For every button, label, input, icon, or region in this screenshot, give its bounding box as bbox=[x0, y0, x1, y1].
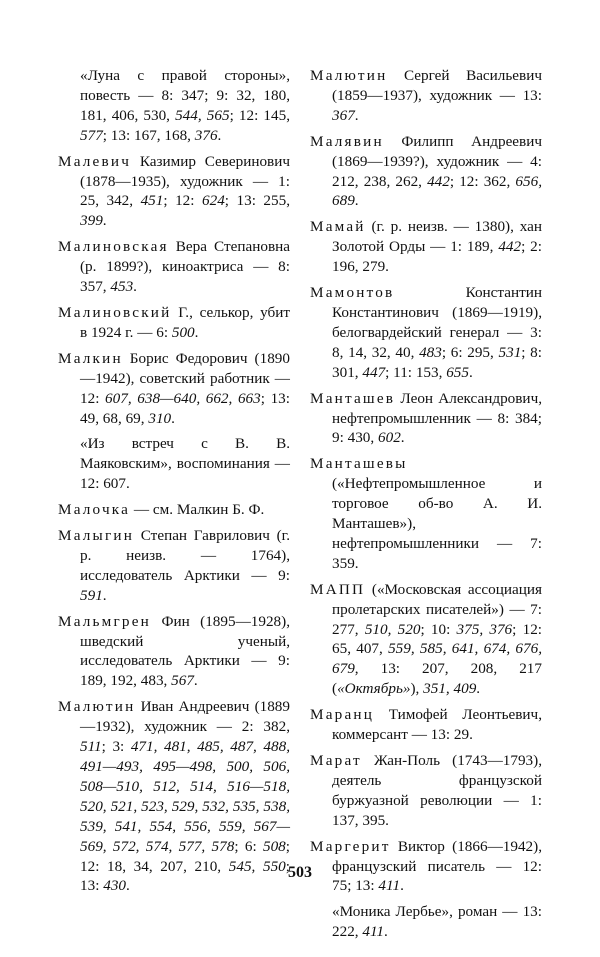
entry-text: ; 13: bbox=[80, 857, 290, 895]
index-entry bbox=[310, 66, 542, 126]
entry-text: Сергей Васильевич (1859—1937), художник — 13: bbox=[332, 67, 542, 104]
entry-text: Жан-Поль (1743—1793), деятель французской буржуазной революции — 1: 137, 395. bbox=[332, 752, 542, 829]
entry-text: Тимофей Леонтьевич, коммерсант — 13: 29. bbox=[332, 706, 542, 744]
entry-text: ; 12: bbox=[163, 192, 202, 210]
index-entry bbox=[310, 283, 542, 383]
entry-heading: МАПП bbox=[310, 580, 366, 598]
index-entry bbox=[310, 580, 542, 699]
index-entry bbox=[58, 303, 290, 343]
entry-text: ; 13: 49, 68, 69, bbox=[80, 389, 290, 427]
entry-heading: Мамонтов bbox=[310, 284, 395, 302]
page-refs-italic: 559, 585, 641, 674, 676, 679 bbox=[332, 640, 542, 678]
index-entry bbox=[310, 389, 542, 449]
entry-heading: Малявин bbox=[310, 132, 384, 150]
entry-text: Константин Константинович (1869—1919), белогвардейский генерал — 3: 8, 14, 32, 40, bbox=[332, 284, 542, 361]
entry-heading: Малиновская bbox=[58, 238, 169, 256]
entry-heading: Мамай bbox=[310, 218, 366, 236]
index-subentry bbox=[58, 434, 290, 494]
page-number: 503 bbox=[288, 864, 312, 881]
right-column bbox=[310, 66, 542, 948]
page-refs-italic: 442 bbox=[498, 238, 522, 256]
entry-text: . bbox=[133, 278, 137, 296]
page-refs-italic: 500 bbox=[171, 323, 195, 341]
page-refs-italic: 453 bbox=[110, 278, 134, 296]
entry-text: ; 12: 18, 34, 207, 210, bbox=[80, 837, 290, 875]
entry-heading: Малиновский bbox=[58, 303, 172, 321]
entry-text: ; 12: 145, bbox=[229, 106, 290, 124]
entry-heading: Малевич bbox=[58, 152, 132, 170]
entry-text: — см. Малкин Б. Ф. bbox=[130, 501, 265, 519]
page-refs-italic: 411 bbox=[378, 877, 401, 895]
entry-text: Казимир Северинович (1878—1935), художник — 1: 25, 342, bbox=[80, 152, 290, 210]
entry-text: Иван Андреевич (1889—1932), художник — 2: 382, bbox=[80, 698, 290, 736]
entry-heading: Манташев bbox=[310, 389, 396, 407]
page-refs-italic: 310 bbox=[148, 409, 172, 427]
index-entry bbox=[310, 132, 542, 212]
page-refs-italic: 351, 409 bbox=[423, 680, 477, 698]
entry-heading: Малютин bbox=[310, 67, 388, 84]
entry-text: ; 2: 196, 279. bbox=[332, 238, 542, 276]
entry-text: , 13: 207, 208, 217 ( bbox=[332, 660, 542, 698]
page-refs-italic: 451 bbox=[140, 192, 164, 210]
entry-text: . bbox=[354, 106, 359, 124]
index-entry bbox=[58, 526, 290, 606]
page-refs-italic: 375, 376 bbox=[456, 620, 513, 638]
page-refs-italic: 544, 565 bbox=[175, 106, 230, 124]
page-refs-italic: 607, 638—640, 662, 663 bbox=[105, 389, 261, 407]
page-refs-italic: «Октябрь» bbox=[337, 680, 411, 698]
index-entry bbox=[58, 152, 290, 232]
index-entry bbox=[310, 217, 542, 277]
entry-text: («Нефтепромышленное и торговое об-во А. И. Манташев»), нефтепромышленники — 7: 359. bbox=[332, 475, 542, 572]
entry-heading: Малкин bbox=[58, 349, 123, 367]
entry-heading: Малочка bbox=[58, 501, 131, 519]
entry-text: Степан Гаврилович (г. р. неизв. — 1764), исследователь Арктики — 9: bbox=[80, 527, 290, 584]
entry-text: ), bbox=[410, 680, 424, 698]
entry-text: Виктор (1866—1942), французский писатель — 12: 75; 13: bbox=[332, 837, 542, 895]
index-entry bbox=[58, 237, 290, 297]
entry-text: «Из встреч с В. В. Маяковским», воспоминания — 12: 607. bbox=[80, 435, 290, 493]
page-refs-italic: 577 bbox=[80, 126, 103, 144]
entry-heading: Мальмгрен bbox=[58, 612, 151, 630]
entry-text: («Московская ассоциация пролетарских писателей») — 7: 277, bbox=[332, 580, 542, 638]
entry-text: . bbox=[102, 586, 107, 604]
page-refs-italic: 430 bbox=[103, 877, 126, 895]
page-refs-italic: 442 bbox=[427, 172, 450, 190]
page-refs-italic: 545, 550 bbox=[228, 857, 286, 875]
entry-text: ; 11: 153, bbox=[385, 363, 447, 381]
entry-heading: Марат bbox=[310, 752, 362, 769]
entry-heading: Маранц bbox=[310, 706, 375, 724]
entry-text: . bbox=[400, 877, 404, 895]
entry-text: . bbox=[171, 409, 175, 427]
entry-text: Фин (1895—1928), шведский ученый, исследователь Арктики — 9: 189, 192, 483, bbox=[80, 612, 290, 690]
entry-text: Борис Федорович (1890—1942), советский работник — 12: bbox=[80, 349, 290, 407]
page-refs-italic: 510, 520 bbox=[364, 620, 421, 638]
entry-text: . bbox=[384, 923, 388, 941]
entry-text: . bbox=[126, 877, 130, 895]
entry-text: ; 10: bbox=[420, 620, 457, 638]
index-subentry bbox=[58, 66, 290, 146]
entry-text: ; 6: 295, bbox=[441, 343, 499, 361]
entry-text: ; 6: bbox=[234, 837, 263, 855]
page-refs-italic: 508 bbox=[262, 837, 286, 855]
entry-text: ; 3: bbox=[101, 738, 131, 756]
entry-text: . bbox=[476, 680, 481, 698]
entry-text: ; 13: 255, bbox=[224, 192, 290, 210]
page-refs-italic: 656, 689 bbox=[332, 172, 542, 210]
entry-heading: Маргерит bbox=[310, 837, 391, 855]
entry-text: «Луна с правой стороны», повесть — 8: 347; 9: 32, 180, 181, 406, 530, bbox=[80, 67, 290, 124]
entry-text: ; 13: 167, 168, bbox=[102, 126, 195, 144]
page-refs-italic: 411 bbox=[362, 923, 385, 941]
entry-text: . bbox=[468, 363, 473, 381]
entry-text: . bbox=[217, 126, 222, 144]
page-refs-italic: 624 bbox=[202, 192, 225, 210]
page-refs-italic: 567 bbox=[171, 672, 194, 690]
page-refs-italic: 531 bbox=[498, 343, 522, 361]
page-refs-italic: 399 bbox=[80, 212, 103, 230]
entry-text: ; 12: 65, 407, bbox=[332, 620, 543, 658]
index-entry bbox=[58, 612, 290, 692]
page-refs-italic: 511 bbox=[80, 738, 102, 756]
index-entry bbox=[310, 705, 542, 745]
entry-text: . bbox=[194, 323, 199, 341]
entry-text: Леон Александрович, нефтепромышленник — 8: 384; 9: 430, bbox=[332, 389, 542, 447]
entry-text: . bbox=[102, 212, 107, 230]
entry-text: Г., селькор, убит в 1924 г. — 6: bbox=[80, 303, 290, 341]
page-refs-italic: 376 bbox=[194, 126, 218, 144]
entry-text: . bbox=[193, 672, 198, 690]
entry-heading: Малыгин bbox=[58, 527, 135, 545]
entry-text: Филипп Андреевич (1869—1939?), художник — 4: 212, 238, 262, bbox=[332, 132, 542, 190]
entry-text: ; 12: 362, bbox=[449, 172, 516, 190]
left-column bbox=[58, 66, 290, 902]
page-refs-italic: 655 bbox=[446, 363, 469, 381]
entry-text: . bbox=[354, 192, 359, 210]
page-refs-italic: 602 bbox=[378, 429, 401, 447]
entry-text: «Моника Лербье», роман — 13: 222, bbox=[332, 903, 542, 941]
entry-text: Вера Степановна (р. 1899?), киноактриса — 8: 357, bbox=[80, 238, 290, 296]
index-entry bbox=[310, 751, 542, 831]
entry-heading: Манташевы bbox=[310, 455, 408, 473]
page-refs-italic: 367 bbox=[332, 106, 355, 124]
entry-text: ; 8: 301, bbox=[332, 343, 542, 381]
page-refs-italic: 471, 481, 485, 487, 488, 491—493, 495—498, 500, 506, 508—510, 512, 514, 516—518, 520, 521, 523, 529, 532, 535, 538, 539, 541, 554, 556, 559, 567—569, 572, 574, 577, 578 bbox=[80, 738, 290, 855]
page-refs-italic: 591 bbox=[80, 586, 103, 604]
page-refs-italic: 483 bbox=[419, 343, 442, 361]
index-subentry bbox=[310, 902, 542, 942]
entry-text: (г. р. неизв. — 1380), хан Золотой Орды — 1: 189, bbox=[332, 218, 542, 256]
index-entry bbox=[58, 500, 290, 520]
entry-text: . bbox=[400, 429, 405, 447]
index-entry bbox=[310, 454, 542, 573]
index-entry bbox=[58, 349, 290, 429]
page-refs-italic: 447 bbox=[362, 363, 386, 381]
entry-heading: Малютин bbox=[58, 698, 136, 716]
